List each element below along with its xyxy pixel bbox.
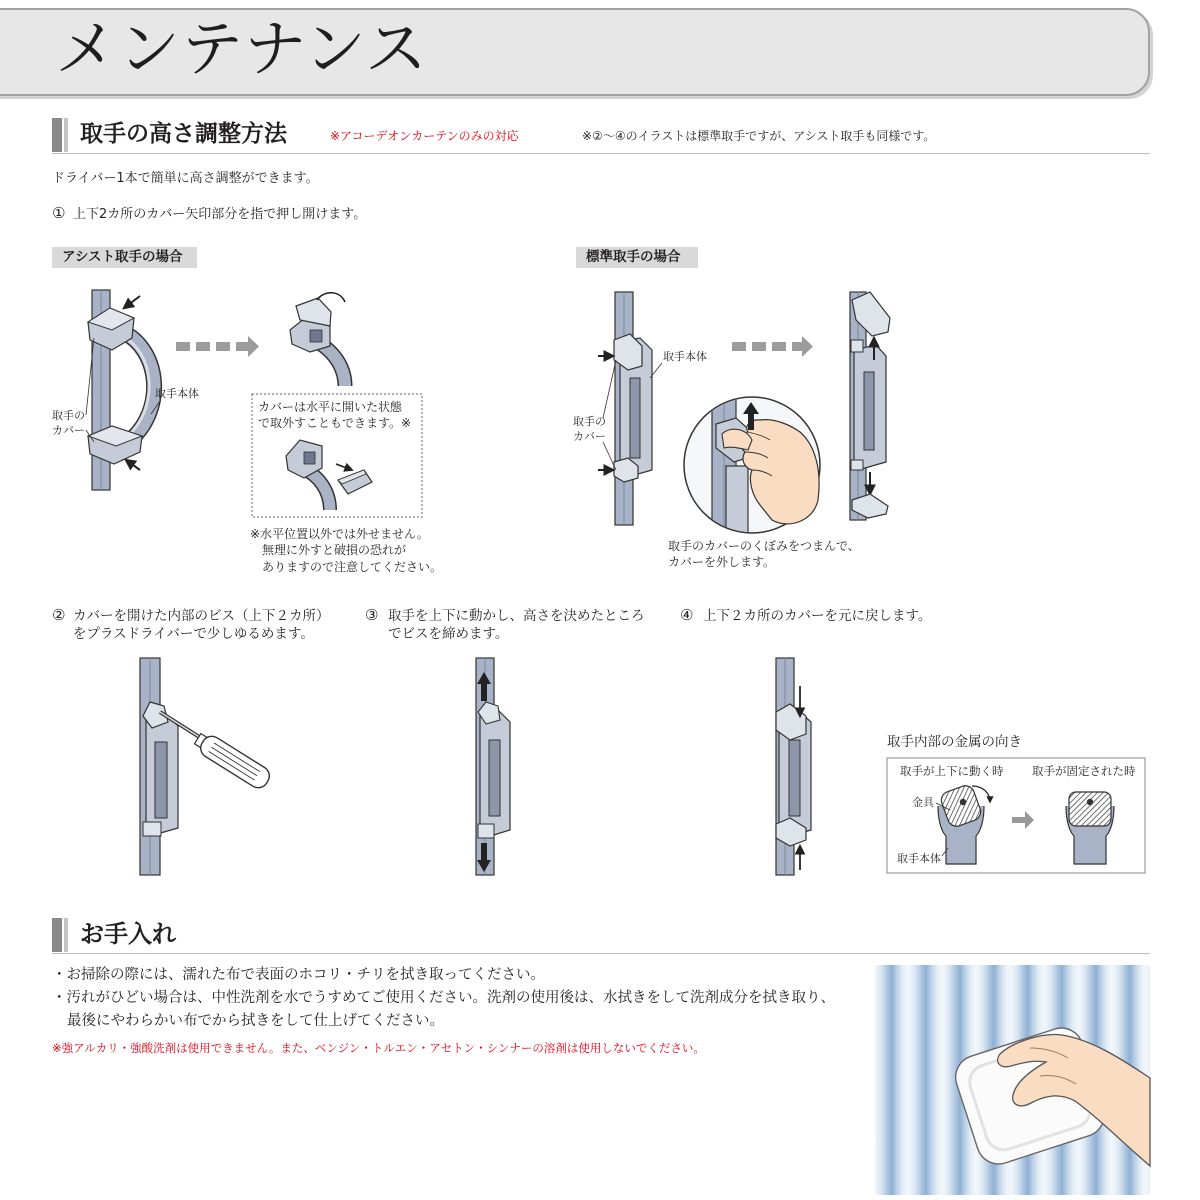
- step2-text: をプラスドライバーで少しゆるめます。: [73, 626, 314, 642]
- push-arrow-icon: [126, 460, 140, 470]
- step1-text: 上下2カ所のカバー矢印部分を指で押し開けます。: [73, 207, 367, 222]
- screwdriver-icon: [192, 729, 273, 791]
- standard-covers-removed-illustration: [850, 292, 890, 520]
- dashed-box-text: で取外すこともできます。※: [258, 416, 412, 430]
- standard-cover-label: カバー: [573, 430, 606, 443]
- section-title-care: お手入れ: [80, 920, 176, 948]
- fitting-label: 金具: [912, 796, 934, 809]
- intro-text: ドライバー1本で簡単に高さ調整ができます。: [52, 171, 319, 186]
- section-bar-accent: [64, 918, 68, 952]
- step3-text: でビスを締めます。: [388, 626, 509, 642]
- assist-cover-label: 取手の: [52, 409, 85, 422]
- step4-number: ④: [680, 606, 694, 624]
- step2-text: カバーを開けた内部のビス（上下２カ所）: [73, 608, 330, 624]
- care-bullet: ・お掃除の際には、濡れた布で表面のホコリ・チリを拭き取ってください。: [52, 967, 545, 983]
- next-step-arrow-icon: [176, 336, 259, 357]
- step2-number: ②: [52, 606, 66, 624]
- standard-handle-label: 標準取手の場合: [576, 247, 698, 268]
- illustration-note: ※②～④のイラストは標準取手ですが、アシスト取手も同様です。: [582, 129, 936, 143]
- section-divider: [52, 153, 1150, 154]
- care-bullet: ・汚れがひどい場合は、中性洗剤を水でうすめてご使用ください。洗剤の使用後は、水拭きをして洗剤成分を拭き取り、: [52, 990, 835, 1006]
- metal-diagram-title: 取手内部の金属の向き: [887, 734, 1022, 750]
- assist-cover-open-illustration: [290, 293, 345, 386]
- step2-illustration: [140, 658, 273, 875]
- section-bar: [52, 918, 62, 952]
- standard-caption: 取手のカバーのくぼみをつまんで、: [668, 539, 860, 553]
- standard-handle-illustration: [598, 292, 662, 525]
- page-title: メンテナンス: [55, 12, 429, 85]
- assist-cover-detached-illustration: [286, 440, 372, 510]
- assist-body-label: 取手本体: [155, 387, 199, 400]
- section-title-height-adjust: 取手の高さ調整方法: [80, 121, 287, 147]
- care-bullet-continued: 最後にやわらかい布でから拭きをして仕上げてください。: [67, 1013, 444, 1029]
- standard-body-label: 取手本体: [663, 350, 707, 363]
- accordion-only-note: ※アコーデオンカーテンのみの対応: [330, 129, 519, 143]
- step3-text: 取手を上下に動かし、高さを決めたところ: [388, 608, 645, 624]
- standard-caption: カバーを外します。: [668, 555, 776, 569]
- assist-handle-label: アシスト取手の場合: [52, 247, 197, 268]
- assist-caution: ありますので注意してください。: [262, 560, 443, 574]
- section-bar: [52, 118, 62, 152]
- assist-caution: 無理に外すと破損の恐れが: [262, 543, 407, 557]
- assist-cover-label: カバー: [52, 424, 85, 437]
- step3-illustration: [476, 658, 510, 875]
- step4-illustration: [776, 658, 811, 875]
- section-divider: [52, 953, 1150, 954]
- cleaning-illustration: [950, 1022, 1150, 1169]
- assist-caution: ※水平位置以外では外せません。: [250, 527, 429, 541]
- step3-number: ③: [365, 606, 379, 624]
- metal-fixed-label: 取手が固定された時: [1032, 764, 1136, 778]
- metal-body-label: 取手本体: [897, 852, 941, 865]
- fitting-fixed: [1069, 792, 1111, 826]
- assist-handle-illustration: [86, 290, 160, 490]
- standard-cover-label: 取手の: [573, 415, 606, 428]
- metal-moving-label: 取手が上下に動く時: [900, 764, 1004, 778]
- step1-number: ①: [52, 204, 66, 222]
- care-warning: ※強アルカリ・強酸洗剤は使用できません。また、ベンジン・トルエン・アセトン・シンナーの溶剤は使用しないでください。: [52, 1041, 705, 1055]
- zoom-detail-illustration: [684, 380, 820, 556]
- dashed-box-text: カバーは水平に開いた状態: [258, 400, 403, 414]
- next-step-arrow-icon: [732, 336, 813, 357]
- section-bar-accent: [64, 118, 68, 152]
- step4-text: 上下２カ所のカバーを元に戻します。: [703, 608, 932, 624]
- push-arrow-icon: [124, 296, 140, 308]
